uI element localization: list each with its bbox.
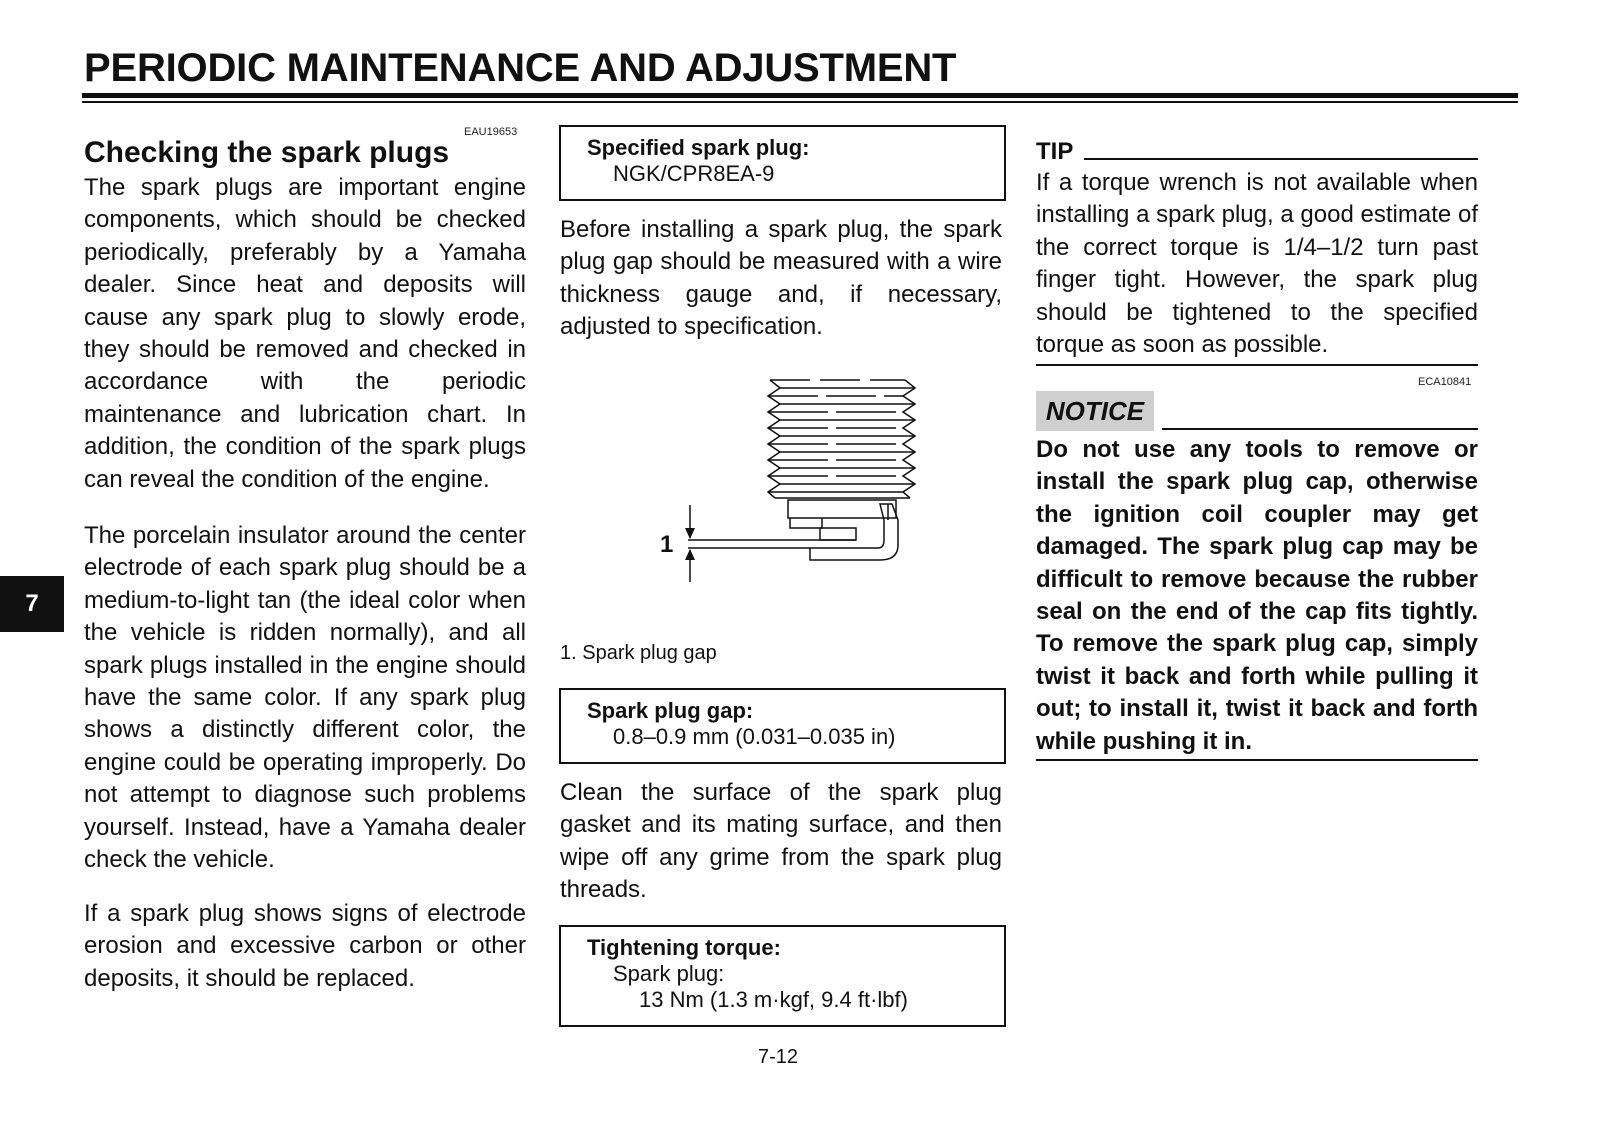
left-paragraph-1: The spark plugs are important engine components, which should be checked periodically, preferably by a Yamaha dealer. Since heat and deposits will cause any spark plug to slowly erode, they should be removed and checked in accordance with the periodic maintenance and lubrication chart. In addition, the condition of the spark plugs can reveal the condition of the engine. xyxy=(84,174,526,493)
figure-caption: 1. Spark plug gap xyxy=(560,642,717,664)
header-rule xyxy=(82,93,1518,98)
notice-end-rule xyxy=(1036,759,1478,761)
spec-box-spark-plug xyxy=(559,125,1006,201)
notice-code: ECA10841 xyxy=(1418,376,1472,388)
spec-label: Spark plug gap: xyxy=(587,698,754,723)
left-paragraph-3: If a spark plug shows signs of electrode erosion and excessive carbon or other deposits, it should be replaced. xyxy=(84,900,526,992)
spec-value: 0.8–0.9 mm (0.031–0.035 in) xyxy=(613,724,896,749)
figure-callout: 1 xyxy=(660,531,674,558)
spec-value: 13 Nm (1.3 m·kgf, 9.4 ft·lbf) xyxy=(639,987,908,1012)
page-number: 7-12 xyxy=(758,1046,799,1068)
notice-rule xyxy=(1162,428,1478,430)
spec-label: Tightening torque: xyxy=(587,935,781,960)
ground-electrode xyxy=(810,504,898,560)
tip-rule xyxy=(1084,158,1478,160)
section-title: Checking the spark plugs xyxy=(84,136,450,169)
center-electrode xyxy=(820,528,856,540)
header-rule-thin xyxy=(82,101,1518,103)
notice-label: NOTICE xyxy=(1036,391,1154,431)
spec-box-spark-plug-gap xyxy=(559,688,1006,764)
middle-paragraph-gap: Before installing a spark plug, the spark plug gap should be measured with a wire thickness gauge and, if necessary, adjusted to specification. xyxy=(560,216,1002,341)
spec-box-tightening-torque xyxy=(559,925,1006,1027)
spec-value: NGK/CPR8EA-9 xyxy=(613,161,775,186)
spark-plug-threads xyxy=(768,380,915,498)
section-code: EAU19653 xyxy=(464,126,518,138)
plug-tip xyxy=(788,500,896,518)
middle-paragraph-clean: Clean the surface of the spark plug gasket and its mating surface, and then wipe off any grime from the spark plug threads. xyxy=(560,779,1002,904)
spec-label: Specified spark plug: xyxy=(587,135,810,160)
chapter-tab: 7 xyxy=(0,576,64,632)
tip-end-rule xyxy=(1036,364,1478,366)
tip-label: TIP xyxy=(1036,138,1074,165)
spark-plug-figure xyxy=(640,370,920,590)
left-paragraph-2: The porcelain insulator around the center electrode of each spark plug should be a medium-to-light tan (the ideal color when the vehicle is ridden normally), and all spark plugs installed in the engine should have the same color. If any spark plug shows a distinctly different color, the engine could be operating improperly. Do not attempt to diagnose such problems yourself. Instead, have a Yamaha dealer check the vehicle. xyxy=(84,522,526,874)
page-title: PERIODIC MAINTENANCE AND ADJUSTMENT xyxy=(84,46,957,90)
tip-text: If a torque wrench is not available when installing a spark plug, a good estimate of the correct torque is 1/4–1/2 turn past finger tight. However, the spark plug should be tightened to the specified torque as soon as possible. xyxy=(1036,169,1478,359)
spec-item: Spark plug: xyxy=(613,961,725,986)
notice-text: Do not use any tools to remove or install the spark plug cap, otherwise the ignition coil coupler may get damaged. The spark plug cap may be difficult to remove because the rubber seal on the end of the cap fits tightly. To remove the spark plug cap, simply twist it back and forth while pulling it out; to install it, twist it back and forth while pushing it in. xyxy=(1036,436,1478,755)
